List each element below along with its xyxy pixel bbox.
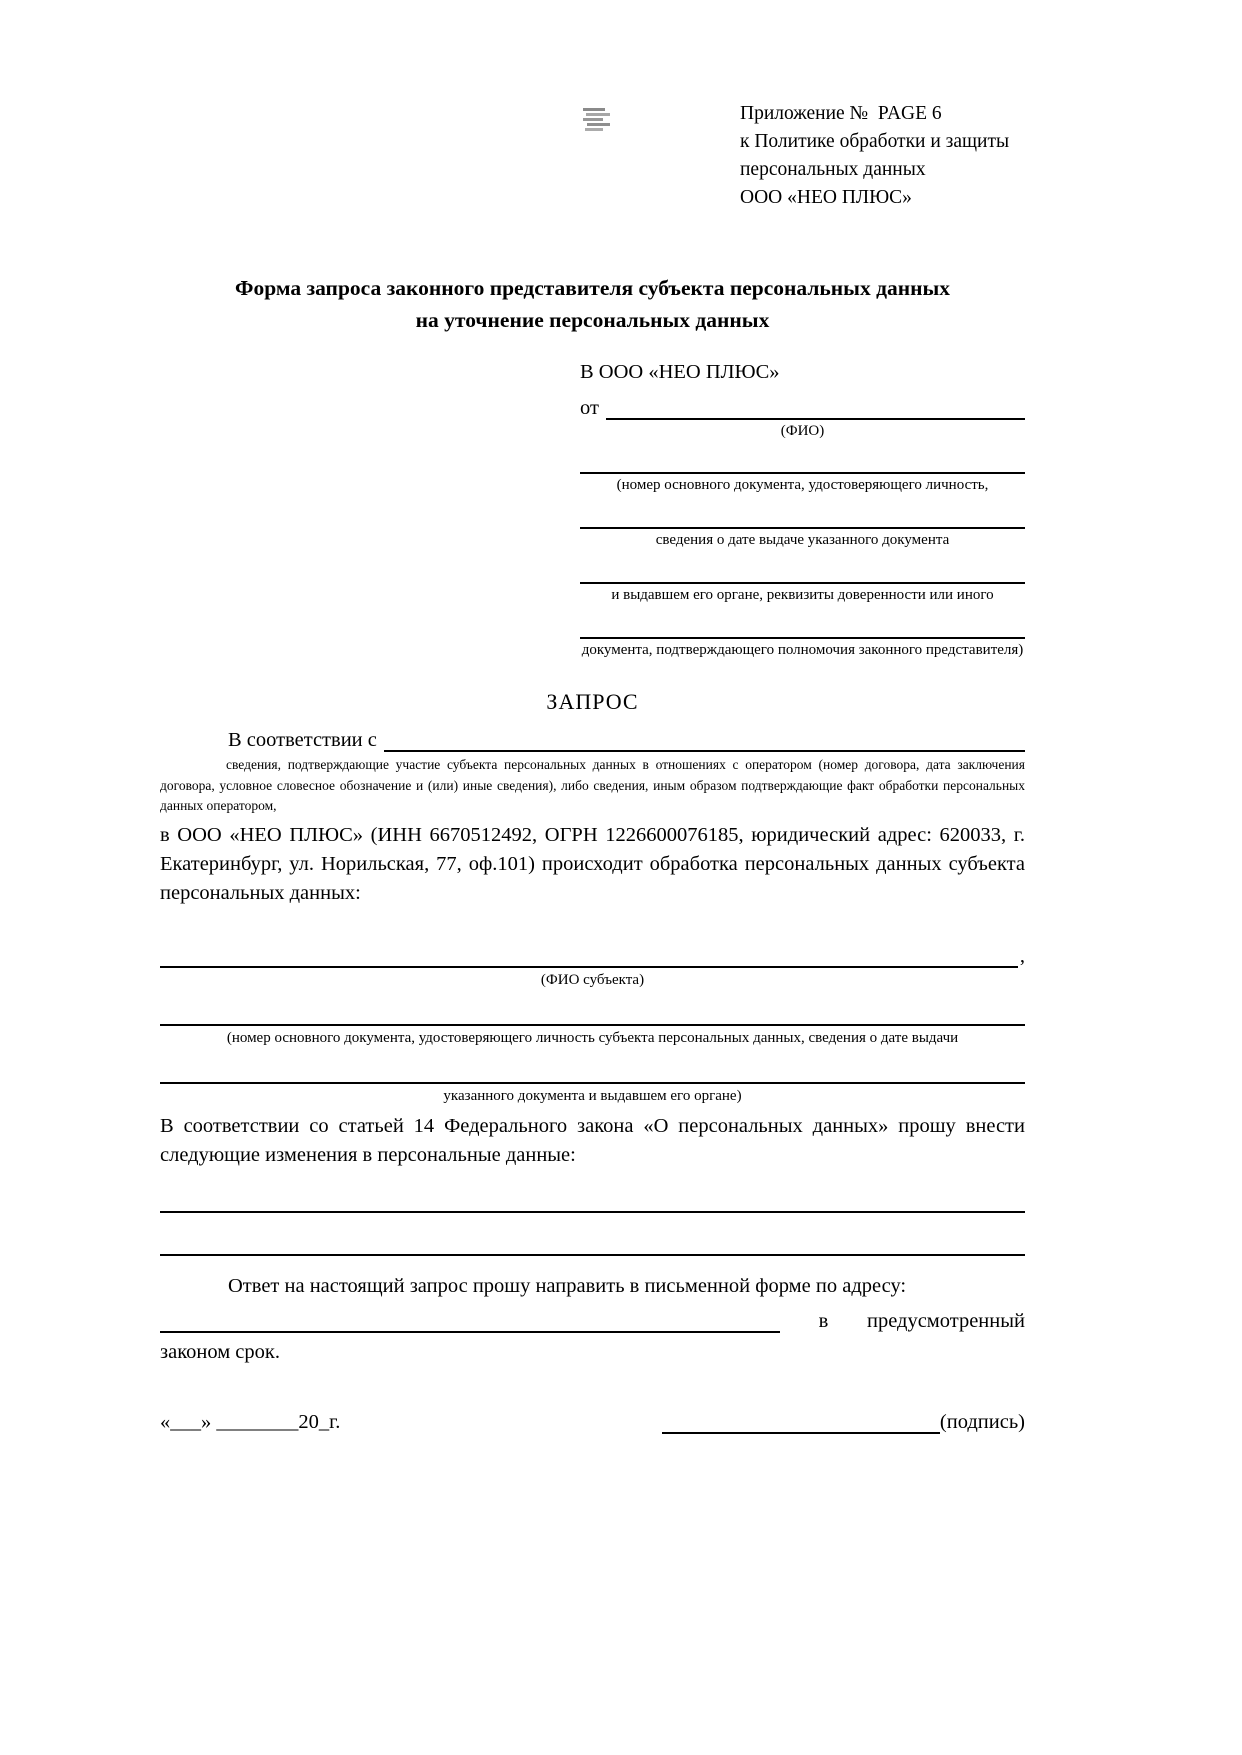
- answer-word-v: в: [818, 1309, 829, 1332]
- policy-reference-line-2: персональных данных: [740, 159, 926, 181]
- answer-tail: законом срок.: [160, 1340, 280, 1363]
- caption-fio: (ФИО): [780, 422, 825, 439]
- form-title: [160, 272, 1025, 337]
- address-fill-line[interactable]: [160, 1311, 780, 1333]
- appendix-header-block: [740, 100, 1025, 212]
- subject-fio-row: [160, 944, 1025, 968]
- changes-fill-line-1[interactable]: [160, 1197, 1025, 1213]
- signature-group: [662, 1411, 1025, 1434]
- field-code-artifact: [583, 106, 610, 134]
- from-row: [580, 393, 1025, 420]
- caption-subject-fio: (ФИО субъекта): [540, 972, 645, 989]
- appendix-number-line: Приложение № PAGE 6: [740, 103, 942, 124]
- date-signature-row: [160, 1411, 1025, 1434]
- doc-authority-fill-line[interactable]: [580, 564, 1025, 584]
- doc-issue-date-fill-line[interactable]: [580, 509, 1025, 529]
- operator-paragraph: в ООО «НЕО ПЛЮС» (ИНН 6670512492, ОГРН 1226600076185, юридический адрес: 620033, г. Екатеринбург, ул. Норильская, 77, оф.101) происходит обработка персональных данных субъекта персональных данных:: [160, 824, 1025, 905]
- basis-fill-line[interactable]: [384, 750, 1025, 752]
- addressee-to: В ООО «НЕО ПЛЮС»: [580, 360, 780, 383]
- basis-prefix: В соответствии с: [228, 729, 377, 752]
- doc-power-of-attorney-fill-line[interactable]: [580, 619, 1025, 639]
- subject-doc-fill-line-1[interactable]: [160, 1006, 1025, 1026]
- changes-fill-line-2[interactable]: [160, 1240, 1025, 1256]
- policy-reference-line-1: к Политике обработки и защиты: [740, 131, 1010, 153]
- subject-doc-fill-line-2[interactable]: [160, 1064, 1025, 1084]
- answer-paragraph: Ответ на настоящий запрос прошу направить в письменной форме по адресу:: [228, 1274, 907, 1297]
- form-title-line-1: Форма запроса законного представителя субъекта персональных данных: [234, 276, 951, 300]
- caption-doc-power-of-attorney: документа, подтверждающего полномочия законного представителя): [581, 641, 1024, 658]
- caption-doc-issue-date: сведения о дате выдаче указанного документа: [655, 532, 950, 548]
- caption-subject-doc-2: указанного документа и выдавшем его органе): [443, 1087, 742, 1104]
- subject-fio-fill-line[interactable]: [160, 966, 1018, 968]
- subject-fio-comma: ,: [1019, 945, 1025, 968]
- answer-address-row: [160, 1305, 1025, 1333]
- document-header: [160, 100, 1025, 218]
- date-fill-line[interactable]: «___» ________20_г.: [160, 1411, 341, 1434]
- request-heading: ЗАПРОС: [546, 689, 639, 715]
- from-label: от: [580, 396, 599, 419]
- basis-row: [160, 724, 1025, 752]
- caption-subject-doc-1: (номер основного документа, удостоверяющего личность субъекта персональных данных, сведения о дате выдачи: [226, 1030, 959, 1047]
- company-name-line: ООО «НЕО ПЛЮС»: [740, 187, 912, 209]
- caption-doc-authority: и выдавшем его органе, реквизиты доверенности или иного: [611, 586, 994, 603]
- form-title-line-2: на уточнение персональных данных: [415, 308, 770, 333]
- fio-fill-line[interactable]: [606, 418, 1025, 420]
- signature-fill-line[interactable]: [662, 1412, 940, 1434]
- doc-number-fill-line[interactable]: [580, 454, 1025, 474]
- addressee-block: [580, 361, 1025, 660]
- signature-caption: (подпись): [939, 1411, 1025, 1434]
- basis-footnote: сведения, подтверждающие участие субъекта персональных данных в отношениях с оператором (номер договора, дата заключения договора, условное словесное обозначение и (или) иные сведения), либо сведения, иным образом подтверждающие факт обработки персональных данных оператором,: [160, 757, 1025, 813]
- caption-doc-number: (номер основного документа, удостоверяющего личность,: [616, 477, 989, 494]
- answer-word-predusmotrennyj: предусмотренный: [866, 1309, 1025, 1332]
- article-14-paragraph: В соответствии со статьей 14 Федерального закона «О персональных данных» прошу внести следующие изменения в персональные данные:: [160, 1114, 1025, 1166]
